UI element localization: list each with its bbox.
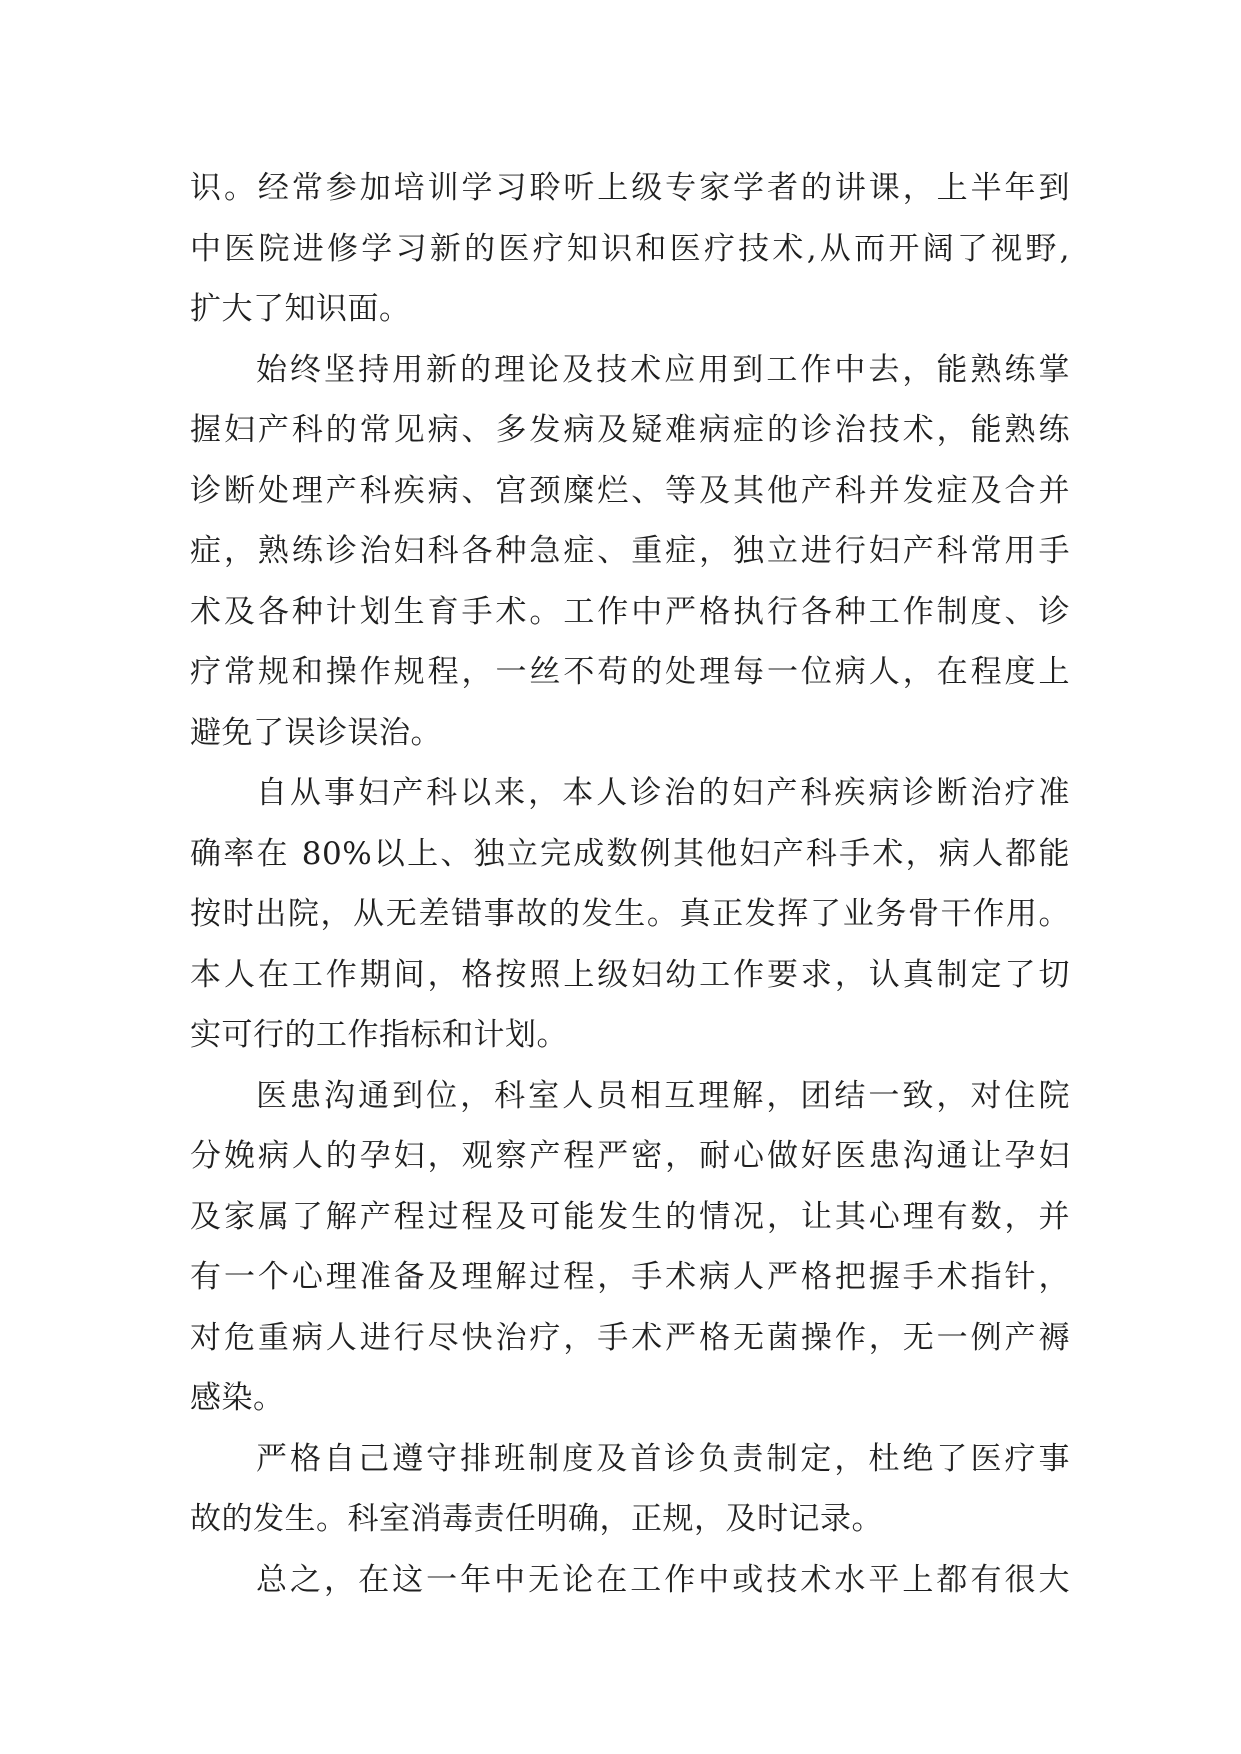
- text-line: 握妇产科的常见病、多发病及疑难病症的诊治技术，能熟练: [190, 412, 1070, 448]
- paragraph: [190, 340, 1070, 764]
- text-line: 术及各种计划生育手术。工作中严格执行各种工作制度、诊: [190, 593, 1070, 630]
- text-line: 确率在 80%以上、独立完成数例其他妇产科手术，病人都能: [190, 835, 1070, 872]
- text-line: 诊断处理产科疾病、宫颈糜烂、等及其他产科并发症及合并: [190, 472, 1070, 509]
- text-line: 医患沟通到位，科室人员相互理解，团结一致，对住院: [256, 1077, 1070, 1114]
- paragraph: [190, 158, 1070, 340]
- text-line: 中医院进修学习新的医疗知识和医疗技术,从而开阔了视野,: [190, 230, 1070, 267]
- text-line: 有一个心理准备及理解过程，手术病人严格把握手术指针，: [190, 1259, 1070, 1295]
- text-line: 自从事妇产科以来，本人诊治的妇产科疾病诊断治疗准: [256, 775, 1070, 811]
- text-line: 症，熟练诊治妇科各种急症、重症，独立进行妇产科常用手: [190, 533, 1070, 569]
- text-line: 识。经常参加培训学习聆听上级专家学者的讲课，上半年到: [190, 170, 1070, 206]
- paragraph: [190, 763, 1070, 1066]
- text-line: 疗常规和操作规程，一丝不苟的处理每一位病人，在程度上: [190, 654, 1070, 690]
- paragraph: [190, 1066, 1070, 1429]
- text-line: 扩大了知识面。: [190, 291, 411, 327]
- text-line: 严格自己遵守排班制度及首诊负责制定，杜绝了医疗事: [256, 1440, 1070, 1477]
- text-line: 按时出院，从无差错事故的发生。真正发挥了业务骨干作用。: [190, 896, 1070, 932]
- document-body: [190, 158, 1070, 1610]
- text-line: 避免了误诊误治。: [190, 714, 442, 751]
- paragraph: [190, 1550, 1070, 1611]
- text-line: 本人在工作期间，格按照上级妇幼工作要求，认真制定了切: [190, 956, 1070, 993]
- text-line: 对危重病人进行尽快治疗，手术严格无菌操作，无一例产褥: [190, 1319, 1070, 1356]
- text-line: 故的发生。科室消毒责任明确，正规，及时记录。: [190, 1501, 883, 1537]
- text-line: 感染。: [190, 1380, 285, 1416]
- text-line: 分娩病人的孕妇，观察产程严密，耐心做好医患沟通让孕妇: [190, 1138, 1070, 1174]
- text-line: 始终坚持用新的理论及技术应用到工作中去，能熟练掌: [256, 351, 1070, 388]
- text-line: 及家属了解产程过程及可能发生的情况，让其心理有数，并: [190, 1198, 1070, 1235]
- text-line: 实可行的工作指标和计划。: [190, 1017, 568, 1053]
- paragraph: [190, 1429, 1070, 1550]
- text-line: 总之，在这一年中无论在工作中或技术水平上都有很大: [256, 1561, 1070, 1598]
